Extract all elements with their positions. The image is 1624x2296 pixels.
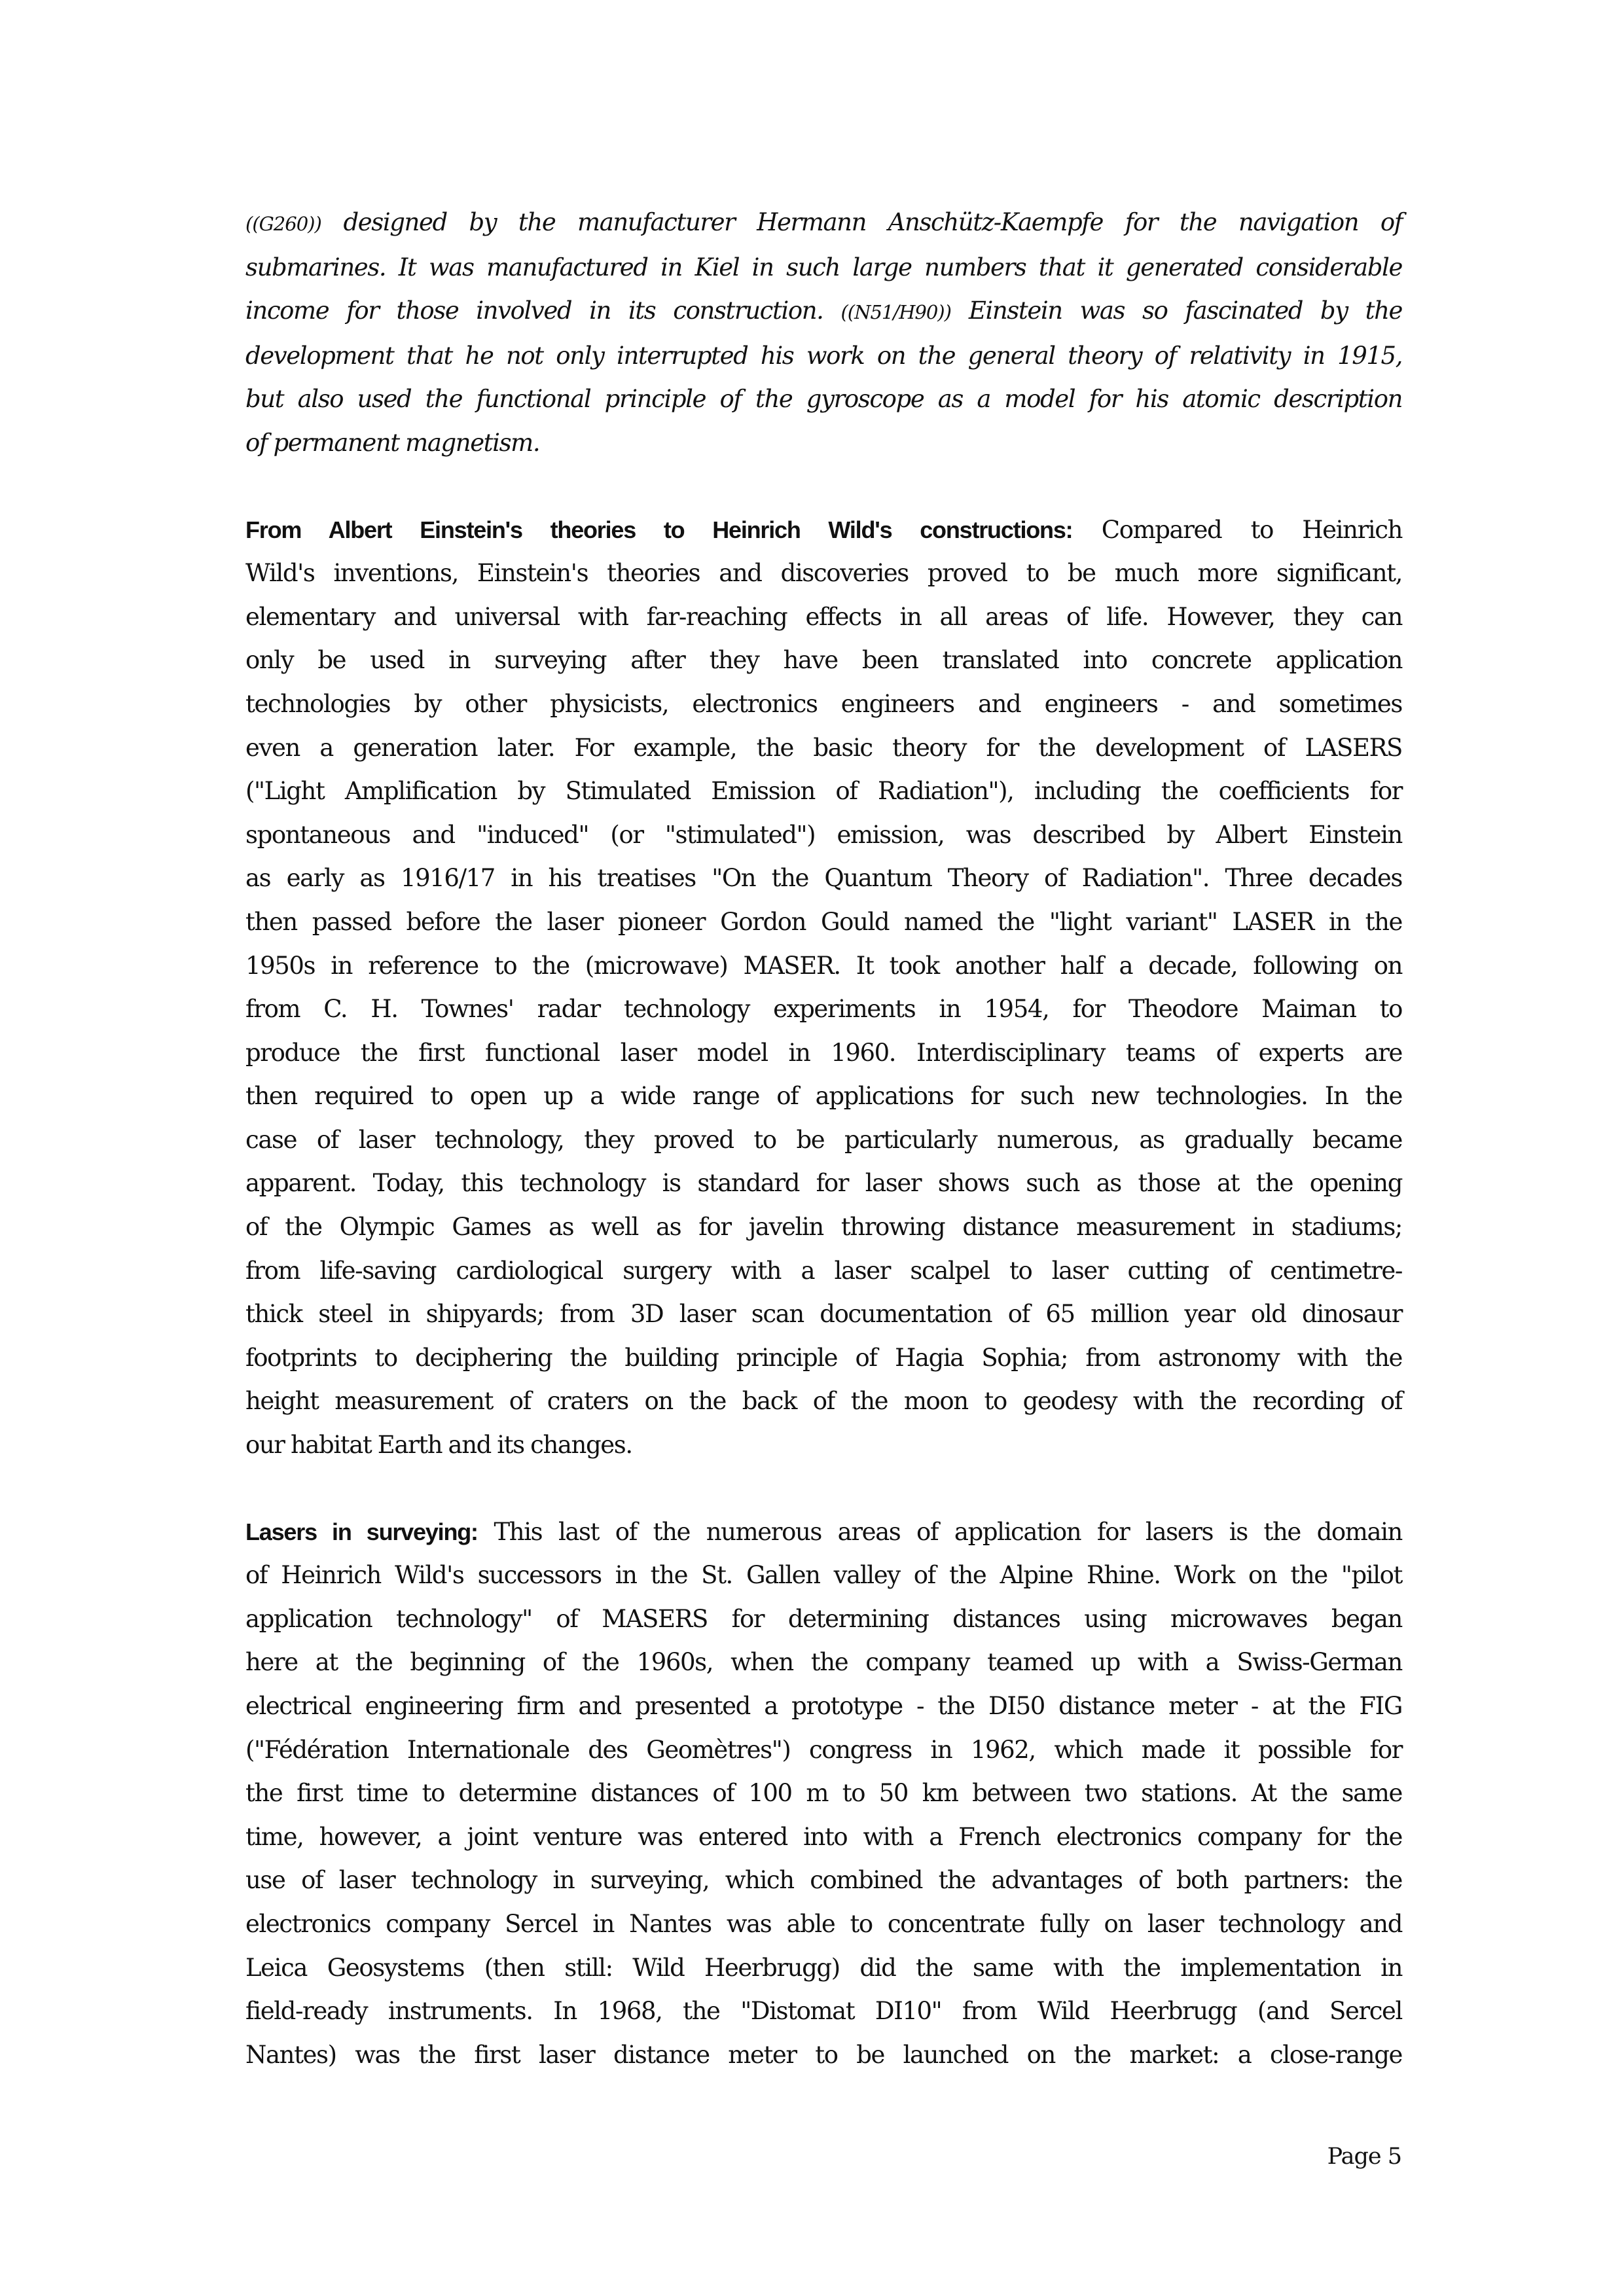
- text-line: then required to open up a wide range of applications for such new technologies. In the: [245, 1082, 1402, 1111]
- text-line: 1950s in reference to the (microwave) MASER. It took another half a decade, following on: [245, 951, 1402, 980]
- text-line: technologies by other physicists, electronics engineers and engineers - and sometimes: [245, 689, 1402, 718]
- text-line: ((G260)) designed by the manufacturer Hermann Anschütz-Kaempfe for the navigation of: [245, 208, 1402, 236]
- text-line: but also used the functional principle of the gyroscope as a model for his atomic description: [245, 385, 1402, 414]
- text-line: use of laser technology in surveying, which combined the advantages of both partners: the: [245, 1866, 1402, 1895]
- text-line: of permanent magnetism.: [245, 428, 540, 457]
- text-line: Wild's inventions, Einstein's theories and discoveries proved to be much more significant,: [245, 559, 1402, 588]
- reference-marker: ((N51/H90)): [840, 301, 951, 324]
- text-line: from life-saving cardiological surgery with a laser scalpel to laser cutting of centimetre-: [245, 1256, 1402, 1285]
- text-line: of Heinrich Wild's successors in the St. Gallen valley of the Alpine Rhine. Work on the "pilot: [245, 1561, 1402, 1590]
- page-number: Page 5: [1327, 2144, 1401, 2170]
- text-line: electronics company Sercel in Nantes was able to concentrate fully on laser technology and: [245, 1909, 1402, 1938]
- paragraph-einstein-to-wild: [245, 509, 1402, 1467]
- section-heading: From Albert Einstein's theories to Heinrich Wild's constructions:: [245, 516, 1073, 543]
- text-line: From Albert Einstein's theories to Heinrich Wild's constructions: Compared to Heinrich: [245, 515, 1402, 544]
- text-line: our habitat Earth and its changes.: [245, 1431, 632, 1460]
- text-line: of the Olympic Games as well as for javelin throwing distance measurement in stadiums;: [245, 1213, 1402, 1242]
- text-line: electrical engineering firm and presented a prototype - the DI50 distance meter - at the FIG: [245, 1692, 1402, 1720]
- text-line: apparent. Today, this technology is standard for laser shows such as those at the opening: [245, 1169, 1402, 1198]
- text-line: Leica Geosystems (then still: Wild Heerbrugg) did the same with the implementation in: [245, 1953, 1402, 1982]
- text-line: ("Light Amplification by Stimulated Emission of Radiation"), including the coefficients for: [245, 777, 1402, 806]
- text-line: footprints to deciphering the building principle of Hagia Sophia; from astronomy with the: [245, 1343, 1402, 1372]
- text-line: time, however, a joint venture was entered into with a French electronics company for the: [245, 1822, 1402, 1851]
- text-line: as early as 1916/17 in his treatises "On the Quantum Theory of Radiation". Three decades: [245, 864, 1402, 893]
- text-line: produce the first functional laser model in 1960. Interdisciplinary teams of experts are: [245, 1038, 1402, 1067]
- text-line: the first time to determine distances of 100 m to 50 km between two stations. At the same: [245, 1779, 1402, 1808]
- text-line: here at the beginning of the 1960s, when the company teamed up with a Swiss-German: [245, 1648, 1402, 1677]
- text-line: application technology" of MASERS for determining distances using microwaves began: [245, 1604, 1402, 1633]
- paragraph-lasers-in-surveying: [245, 1511, 1402, 2077]
- reference-marker: ((G260)): [245, 213, 321, 235]
- text-line: thick steel in shipyards; from 3D laser scan documentation of 65 million year old dinosaur: [245, 1300, 1402, 1329]
- text-line: income for those involved in its construction. ((N51/H90)) Einstein was so fascinated by the: [245, 296, 1402, 325]
- text-line: even a generation later. For example, the basic theory for the development of LASERS: [245, 733, 1402, 762]
- paragraph-gyroscope: [245, 201, 1402, 465]
- text-line: field-ready instruments. In 1968, the "Distomat DI10" from Wild Heerbrugg (and Sercel: [245, 1997, 1402, 2026]
- text-line: from C. H. Townes' radar technology experiments in 1954, for Theodore Maiman to: [245, 995, 1402, 1024]
- text-line: submarines. It was manufactured in Kiel in such large numbers that it generated considerable: [245, 253, 1402, 281]
- text-line: development that he not only interrupted his work on the general theory of relativity in 1915,: [245, 341, 1402, 370]
- text-line: height measurement of craters on the back of the moon to geodesy with the recording of: [245, 1387, 1402, 1416]
- text-column: [245, 201, 1402, 2077]
- text-line: ("Fédération Internationale des Geomètres") congress in 1962, which made it possible for: [245, 1735, 1402, 1764]
- text-line: only be used in surveying after they have been translated into concrete application: [245, 646, 1402, 675]
- text-line: elementary and universal with far-reaching effects in all areas of life. However, they can: [245, 602, 1402, 631]
- text-line: Lasers in surveying: This last of the numerous areas of application for lasers is the domain: [245, 1517, 1402, 1546]
- text-line: then passed before the laser pioneer Gordon Gould named the "light variant" LASER in the: [245, 907, 1402, 936]
- section-heading: Lasers in surveying:: [245, 1518, 478, 1545]
- text-line: case of laser technology, they proved to be particularly numerous, as gradually became: [245, 1125, 1402, 1154]
- text-line: spontaneous and "induced" (or "stimulated") emission, was described by Albert Einstein: [245, 820, 1402, 849]
- text-line: Nantes) was the first laser distance meter to be launched on the market: a close-range: [245, 2040, 1402, 2069]
